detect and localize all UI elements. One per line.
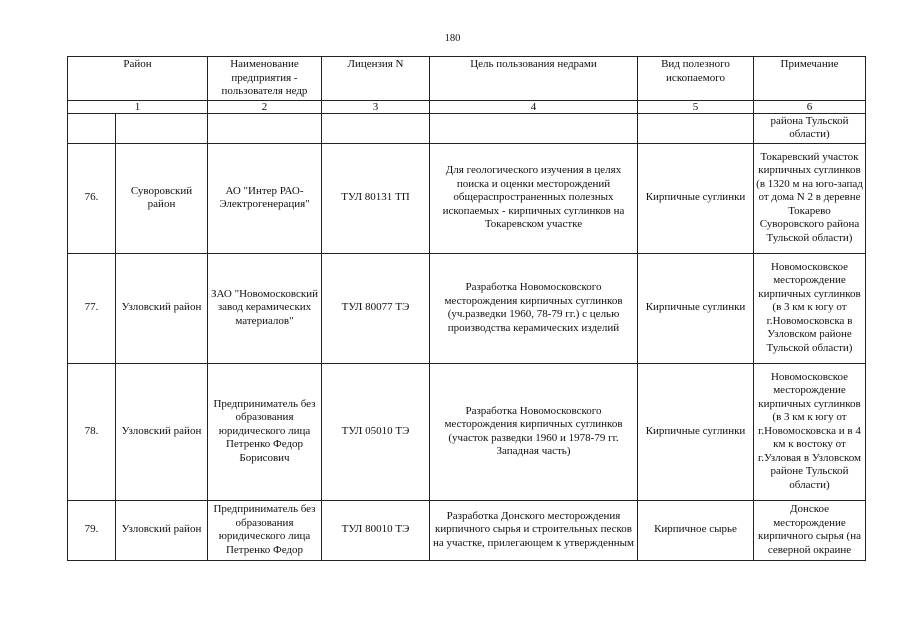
note-cell: Новомосковское месторождение кирпичных суглинков (в 3 км к югу от г.Новомосковска в Узловском районе Тульской области) (754, 253, 866, 363)
column-number: 5 (638, 100, 754, 113)
table-row (68, 253, 866, 363)
note-cell: Новомосковское месторождение кирпичных суглинков (в 3 км к югу от г.Новомосковска и в 4 км к востоку от г.Узловая в Узловском районе Тульской области) (754, 363, 866, 500)
continuation-note: района Тульской области) (754, 113, 866, 143)
row-number: 79. (68, 500, 116, 560)
purpose-cell: Разработка Новомосковского месторождения кирпичных суглинков (уч.разведки 1960, 78-79 гг.) с целью производства керамических изделий (430, 253, 638, 363)
empty-cell (638, 113, 754, 143)
license-cell: ТУЛ 05010 ТЭ (322, 363, 430, 500)
company-cell: Предприниматель без образования юридического лица Петренко Федор Борисович (208, 363, 322, 500)
continuation-row (68, 113, 866, 143)
license-cell: ТУЛ 80010 ТЭ (322, 500, 430, 560)
empty-cell (430, 113, 638, 143)
row-number: 77. (68, 253, 116, 363)
license-cell: ТУЛ 80131 ТП (322, 143, 430, 253)
header-license: Лицензия N (322, 57, 430, 101)
mineral-cell: Кирпичные суглинки (638, 143, 754, 253)
header-row (68, 57, 866, 101)
company-cell: Предприниматель без образования юридического лица Петренко Федор (208, 500, 322, 560)
header-district: Район (68, 57, 208, 101)
column-number: 2 (208, 100, 322, 113)
mineral-cell: Кирпичные суглинки (638, 363, 754, 500)
empty-cell (208, 113, 322, 143)
column-number: 4 (430, 100, 638, 113)
empty-cell (116, 113, 208, 143)
header-note: Примечание (754, 57, 866, 101)
district-cell: Суворовский район (116, 143, 208, 253)
header-company: Наименование предприятия - пользователя недр (208, 57, 322, 101)
column-number-row (68, 100, 866, 113)
page-number: 180 (444, 33, 461, 44)
header-purpose: Цель пользования недрами (430, 57, 638, 101)
note-cell: Токаревский участок кирпичных суглинков (в 1320 м на юго-запад от дома N 2 в деревне Токарево Суворовского района Тульской области) (754, 143, 866, 253)
purpose-cell: Разработка Донского месторождения кирпичного сырья и строительных песков на участке, прилегающем к утвержденным (430, 500, 638, 560)
table-row (68, 363, 866, 500)
district-cell: Узловский район (116, 363, 208, 500)
column-number: 6 (754, 100, 866, 113)
empty-cell (68, 113, 116, 143)
company-cell: ЗАО "Новомосковский завод керамических материалов" (208, 253, 322, 363)
column-number: 3 (322, 100, 430, 113)
company-cell: АО "Интер РАО-Электрогенерация" (208, 143, 322, 253)
row-number: 78. (68, 363, 116, 500)
mineral-cell: Кирпичное сырье (638, 500, 754, 560)
header-mineral: Вид полезного ископаемого (638, 57, 754, 101)
district-cell: Узловский район (116, 500, 208, 560)
empty-cell (322, 113, 430, 143)
purpose-cell: Разработка Новомосковского месторождения кирпичных суглинков (участок разведки 1960 и 1978-79 гг. Западная часть) (430, 363, 638, 500)
table-row (68, 500, 866, 560)
purpose-cell: Для геологического изучения в целях поиска и оценки месторождений общераспространенных полезных ископаемых - кирпичных суглинков на Токаревском участке (430, 143, 638, 253)
column-number: 1 (68, 100, 208, 113)
row-number: 76. (68, 143, 116, 253)
license-cell: ТУЛ 80077 ТЭ (322, 253, 430, 363)
district-cell: Узловский район (116, 253, 208, 363)
license-table (67, 56, 866, 561)
table-row (68, 143, 866, 253)
note-cell: Донское месторождение кирпичного сырья (на северной окраине (754, 500, 866, 560)
mineral-cell: Кирпичные суглинки (638, 253, 754, 363)
